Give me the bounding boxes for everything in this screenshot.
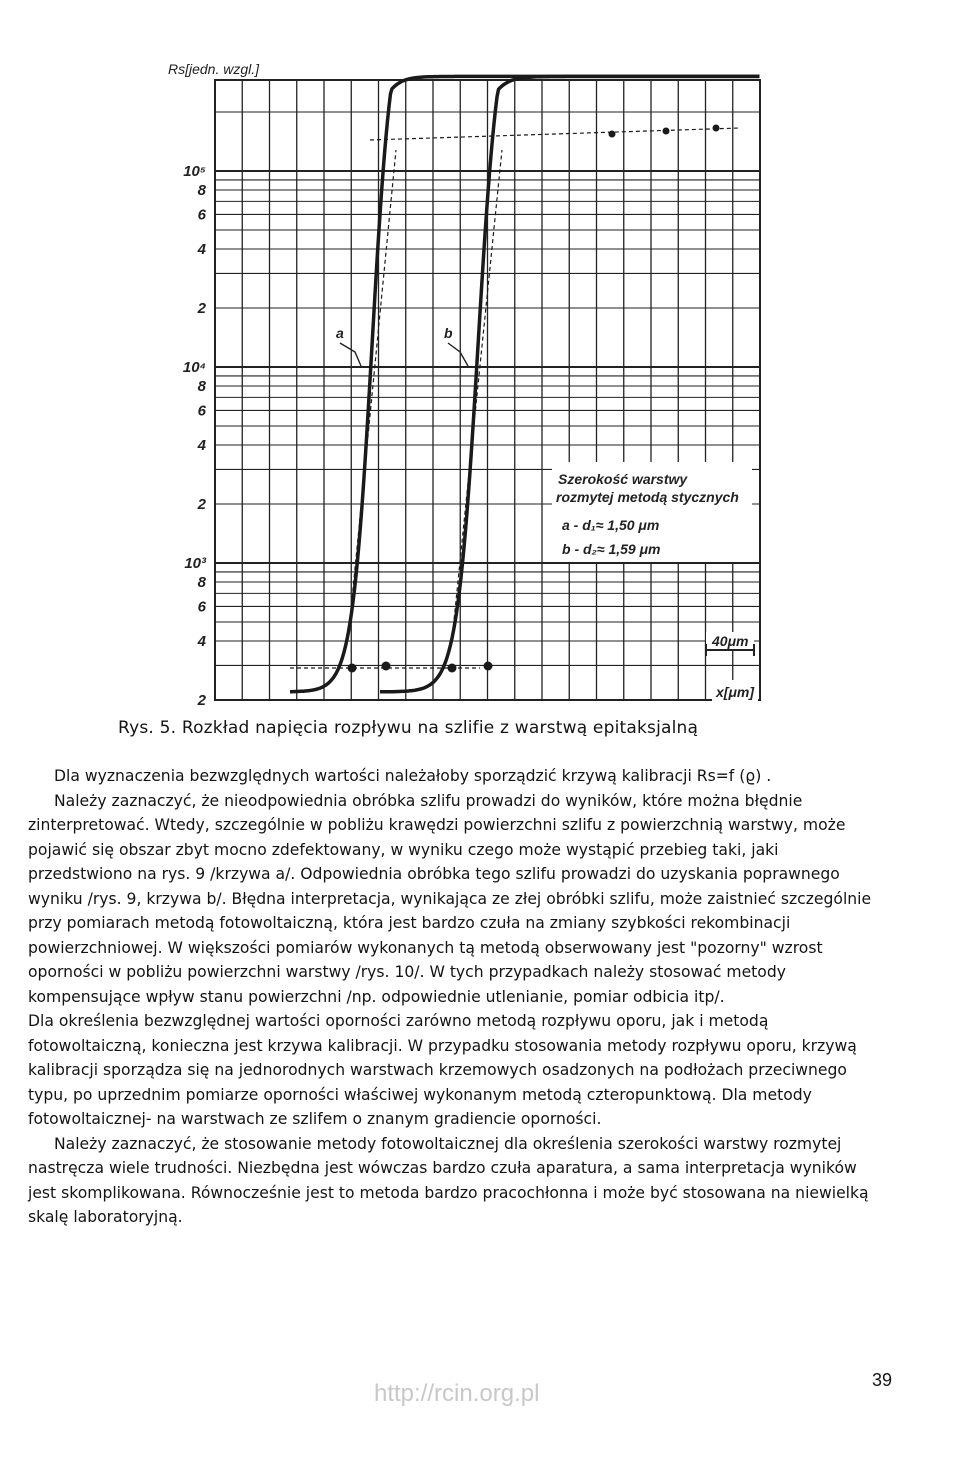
- y-tick-label: 6: [197, 598, 206, 616]
- tangent-b: [452, 150, 502, 640]
- chart-grid: [215, 80, 760, 700]
- paragraph-2: Należy zaznaczyć, że nieodpowiednia obróbka szlifu prowadzi do wyników, które można błędnie zinterpretować. Wtedy, szczególnie w pobliżu krawędzi powierzchni szlifu z powierzchnią warstwy, może pojawić się obszar zbyt mocno zdefektowany, w wyniku czego może wystąpić przebieg taki, jaki przedstwiono na rys. 9 /krzywa a/. Odpowiednia obróbka tego szlifu prowadzi do uzyskania poprawnego wyniku /rys. 9, krzywa b/. Błędna interpretacja, wynikająca ze złej obróbki szlifu, może zaistnieć szczególnie przy pomiarach metodą fotowoltaiczną, która jest bardzo czuła na zmiany szybkości rekombinacji powierzchniowej. W większości pomiarów wykonanych tą metodą obserwowany jest "pozorny" wzrost oporności w pobliżu powierzchni warstwy /rys. 10/. W tych przypadkach należy stosować metody kompensujące wpływ stanu powierzchni /np. odpowiednie utlenianie, pomiar odbicia itp/.: [28, 791, 872, 1006]
- data-point: [448, 664, 457, 673]
- y-tick-labels: [183, 163, 207, 709]
- plateau-tangent: [370, 128, 740, 140]
- scale-bar-label: 40μm: [712, 633, 749, 649]
- curve-a: [290, 76, 760, 691]
- y-tick-label: 4: [197, 240, 206, 258]
- resistance-profile-figure: [0, 0, 960, 715]
- y-tick-label: 8: [197, 573, 206, 591]
- curve-b-leader: [448, 343, 468, 366]
- y-tick-label: 4: [197, 436, 206, 454]
- y-tick-label: 6: [197, 402, 206, 420]
- data-point: [484, 662, 493, 671]
- legend-entry-a: a - d₁≈ 1,50 μm: [562, 517, 660, 533]
- legend-title-line1: Szerokość warstwy: [558, 471, 688, 487]
- data-point: [348, 664, 357, 673]
- y-tick-label: 8: [197, 181, 206, 199]
- curve-b-label: b: [444, 325, 453, 341]
- data-point: [382, 662, 391, 671]
- y-tick-label: 6: [197, 206, 206, 224]
- tangent-a: [348, 150, 396, 640]
- y-tick-label: 2: [197, 496, 206, 513]
- curve-a-leader: [340, 343, 361, 366]
- body-text: [28, 764, 878, 1230]
- y-tick-label: 10⁴: [182, 359, 206, 377]
- legend-entry-b: b - d₂≈ 1,59 μm: [562, 541, 661, 557]
- paragraph-3: Dla określenia bezwzględnej wartości oporności zarówno metodą rozpływu oporu, jak i metodą fotowoltaiczną, konieczna jest krzywa kalibracji. W przypadku stosowania metody rozpływu oporu, krzywą kalibracji sporządza się na jednorodnych warstwach krzemowych osadzonych na podłożach przeciwnego typu, po uprzednim pomiarze oporności właściwej wykonanym metodą czteropunktową. Dla metody fotowoltaicznej- na warstwach ze szlifem o znanym gradiencie oporności.: [28, 1012, 857, 1128]
- y-tick-label: 4: [197, 632, 206, 650]
- data-point: [609, 131, 616, 138]
- data-point: [713, 125, 720, 132]
- data-point: [663, 128, 670, 135]
- paragraph-1: Dla wyznaczenia bezwzględnych wartości należałoby sporządzić krzywą kalibracji Rs=f (ϱ) .: [54, 767, 772, 785]
- curves: [290, 76, 760, 691]
- figure-caption: Rys. 5. Rozkład napięcia rozpływu na szlifie z warstwą epitaksjalną: [118, 718, 699, 738]
- paragraph-4: Należy zaznaczyć, że stosowanie metody fotowoltaicznej dla określenia szerokości warstwy rozmytej nastręcza wiele trudności. Niezbędna jest wówczas bardzo czuła aparatura, a sama interpretacja wyników jest skomplikowana. Równocześnie jest to metoda bardzo pracochłonna i może być stosowana na niewielką skalę laboratoryjną.: [28, 1134, 869, 1226]
- y-tick-label: 10⁵: [183, 163, 206, 181]
- y-tick-label: 8: [197, 377, 206, 395]
- curve-a-label: a: [336, 325, 344, 341]
- legend-title-line2: rozmytej metodą stycznych: [556, 489, 739, 505]
- watermark: http://rcin.org.pl: [374, 1380, 540, 1407]
- y-axis-title: Rs[jedn. wzgl.]: [168, 61, 260, 77]
- x-axis-label: x[μm]: [716, 684, 755, 700]
- y-tick-label: 10³: [184, 555, 206, 573]
- scale-bar: [706, 632, 754, 656]
- y-tick-label: 2: [197, 300, 206, 317]
- y-tick-label: 2: [197, 692, 206, 709]
- page-number: 39: [872, 1370, 893, 1390]
